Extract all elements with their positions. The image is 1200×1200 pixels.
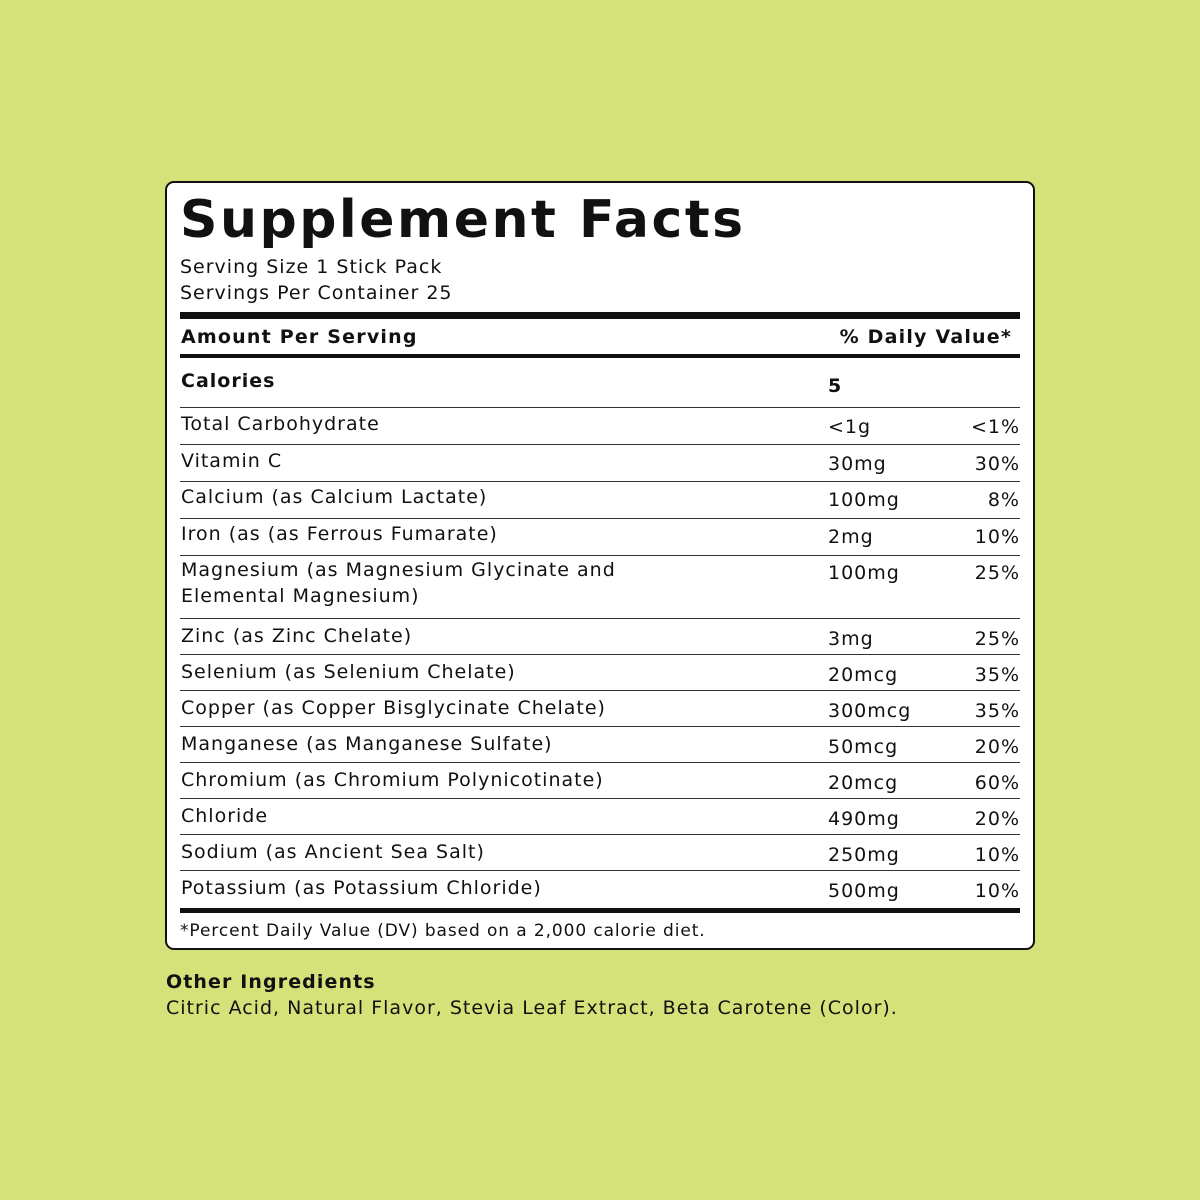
nutrient-name: Manganese (as Manganese Sulfate) xyxy=(181,733,553,755)
nutrient-name: Selenium (as Selenium Chelate) xyxy=(181,661,516,683)
nutrient-amount: 2mg xyxy=(828,526,874,548)
nutrient-amount: 300mcg xyxy=(828,700,912,722)
nutrient-daily-value: 20% xyxy=(974,808,1020,830)
nutrient-daily-value: 35% xyxy=(974,664,1020,686)
nutrient-name: Magnesium (as Magnesium Glycinate and Elemental Magnesium) xyxy=(181,559,616,607)
servings-per-container: Servings Per Container 25 xyxy=(180,282,453,304)
nutrient-daily-value: 10% xyxy=(974,880,1020,902)
nutrient-amount: 500mg xyxy=(828,880,900,902)
nutrient-daily-value: 25% xyxy=(974,562,1020,584)
nutrient-amount: 100mg xyxy=(828,562,900,584)
nutrient-amount: <1g xyxy=(828,416,872,438)
footer-divider xyxy=(180,908,1020,913)
nutrient-daily-value: 10% xyxy=(974,526,1020,548)
amount-per-serving-header: Amount Per Serving xyxy=(181,326,418,348)
nutrient-row xyxy=(180,358,1020,408)
nutrient-name: Chloride xyxy=(181,805,269,827)
daily-value-footnote: *Percent Daily Value (DV) based on a 2,000 calorie diet. xyxy=(180,921,706,941)
nutrient-name: Iron (as (as Ferrous Fumarate) xyxy=(181,523,498,545)
nutrient-daily-value: 35% xyxy=(974,700,1020,722)
nutrient-row xyxy=(180,619,1020,655)
nutrient-daily-value: 8% xyxy=(987,489,1020,511)
nutrient-daily-value: 60% xyxy=(974,772,1020,794)
nutrient-daily-value: <1% xyxy=(970,416,1020,438)
nutrient-name: Vitamin C xyxy=(181,450,283,472)
nutrient-row xyxy=(180,408,1020,445)
nutrient-name: Zinc (as Zinc Chelate) xyxy=(181,625,413,647)
nutrient-amount: 3mg xyxy=(828,628,874,650)
nutrient-amount: 20mcg xyxy=(828,772,899,794)
nutrient-amount: 20mcg xyxy=(828,664,899,686)
nutrient-daily-value: 10% xyxy=(974,844,1020,866)
supplement-facts-panel xyxy=(165,181,1035,950)
panel-title: Supplement Facts xyxy=(180,190,746,250)
nutrient-daily-value: 30% xyxy=(974,453,1020,475)
nutrient-amount: 5 xyxy=(828,375,843,397)
nutrient-amount: 30mg xyxy=(828,453,887,475)
nutrient-row xyxy=(180,445,1020,482)
nutrient-name: Sodium (as Ancient Sea Salt) xyxy=(181,841,485,863)
nutrient-name: Chromium (as Chromium Polynicotinate) xyxy=(181,769,604,791)
nutrient-daily-value: 20% xyxy=(974,736,1020,758)
nutrient-name: Copper (as Copper Bisglycinate Chelate) xyxy=(181,697,606,719)
nutrient-row xyxy=(180,835,1020,871)
nutrient-name: Calories xyxy=(181,370,276,392)
nutrient-amount: 490mg xyxy=(828,808,900,830)
other-ingredients-text: Citric Acid, Natural Flavor, Stevia Leaf Extract, Beta Carotene (Color). xyxy=(166,997,898,1019)
nutrient-daily-value: 25% xyxy=(974,628,1020,650)
thick-divider xyxy=(180,312,1020,319)
daily-value-header: % Daily Value* xyxy=(839,326,1012,348)
nutrient-name: Total Carbohydrate xyxy=(181,413,380,435)
nutrient-row xyxy=(180,763,1020,799)
nutrient-row xyxy=(180,519,1020,556)
other-ingredients-heading: Other Ingredients xyxy=(166,971,376,993)
nutrient-amount: 50mcg xyxy=(828,736,899,758)
nutrient-row xyxy=(180,691,1020,727)
nutrient-row xyxy=(180,727,1020,763)
nutrient-name: Potassium (as Potassium Chloride) xyxy=(181,877,542,899)
nutrient-row xyxy=(180,482,1020,519)
nutrient-amount: 100mg xyxy=(828,489,900,511)
nutrient-row xyxy=(180,655,1020,691)
nutrient-name: Calcium (as Calcium Lactate) xyxy=(181,486,488,508)
serving-size: Serving Size 1 Stick Pack xyxy=(180,256,443,278)
nutrient-row xyxy=(180,556,1020,619)
nutrient-row xyxy=(180,871,1020,907)
nutrient-row xyxy=(180,799,1020,835)
nutrient-amount: 250mg xyxy=(828,844,900,866)
